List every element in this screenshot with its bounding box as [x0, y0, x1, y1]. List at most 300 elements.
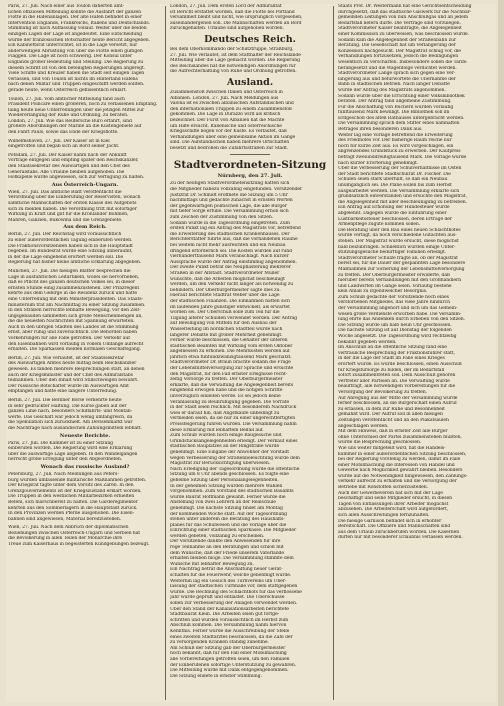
text-line: Die Fraktionsvorsitzenden haben sich in die Hauptstadt: [8, 243, 133, 249]
text-line: um Hilfe ersucht. Italienische und österreichische: [170, 123, 282, 129]
text-line: in der Stadt seien reichlich. Mit besonderem Nachdruck: [170, 405, 297, 411]
text-line: beschäftigt und seine Mitglieder ersucht, in diesen: [338, 496, 452, 502]
text-line: werte. Das Geschäft war jedoch wenig umfangreich, da: [8, 414, 133, 420]
text-line: bezeichnet. Der Fürst von Albanien hat die Mächte: [170, 117, 285, 123]
text-line: und Landwirten im Gange seien. Vorläufig bestehe: [338, 283, 452, 289]
text-line: Der Vorsitzende dankte den Anwesenden für ihre: [170, 539, 281, 545]
text-line: Für die Anschaffung von Büchern wurden vorläufig: [338, 104, 454, 110]
text-line: wurde Baurat Hoffmann gewählt. Ferner wurde die: [170, 494, 286, 500]
text-line: burg wurden umfassende militärische Maßnahmen getroffen.: [8, 477, 147, 483]
text-line: einberufen worden. Die Regierung wird eine Erklärung: [8, 446, 133, 452]
text-line: Hofkapelle wurde angewiesen, sich zur Verfügung zu halten.: [8, 175, 145, 181]
article-toulon-london: [8, 97, 162, 136]
text-line: Wunsche mit lebhafter Bewegung zu.: [170, 561, 254, 567]
text-line: diesem Schritt ist von den beteiligten Regierungen angeregt.: [8, 65, 146, 71]
text-line: Lage in ausführlichen Leitartikeln, wobei sie hervorheben,: [8, 274, 140, 280]
text-line: unumgänglich sei. Die Pläne sollen bis zum Herbst: [338, 183, 452, 188]
text-line: zu treffen. Der Oberbürgermeister erwiderte, daß: [338, 272, 450, 278]
text-line: Treue zum Kaiserhaus in begeisterten Kundgebungen bezeugt.: [8, 542, 150, 548]
text-line: verlassen, und von Toulon ist nichts im Hinterland Hafens: [8, 76, 138, 82]
text-line: Maßnahmen zur Sicherung der Lebensmittelversorgung: [338, 266, 465, 272]
text-line: wurde die Besprechung geschlossen.: [338, 440, 422, 446]
text-line: größere Abordnungen der Marine an die Küstengebiete auf: [8, 124, 142, 130]
text-line: Betriebe mit Rohstoffen sicherzustellen.: [338, 485, 428, 491]
text-line: versammelt bleibt und nicht, wie ursprünglich vorgesehen,: [170, 15, 303, 21]
text-line: zu erlassen, in dem zur Ruhe und Besonnenheit: [338, 406, 445, 412]
text-line: Stadtverordneter Dr. Braun brachte sodann die Frage: [170, 360, 291, 366]
text-line: Lustbarkeitssteuer beschlossen, deren Erträge der: [338, 216, 453, 222]
text-line: Einrichtung einer städtischen Sparkasse. Die Mitglieder: [170, 528, 297, 534]
text-line: Im Anschluß an die öffentliche Sitzung fand eine: [338, 345, 447, 351]
text-line: Kenntnis. Ferner wurde die Ausschreibung der Stelle: [170, 628, 290, 634]
text-line: längerer Debatte mit großer Mehrheit genehmigt.: [170, 332, 283, 338]
text-line: wurde. Die Rechnung des Schlachthofs für das verflossene: [170, 589, 302, 595]
text-line: zurückgehalten. Urlaube sind aufgehoben worden.: [170, 26, 284, 32]
text-line: sich zu melden haben. Die Verordnung tritt mit sofortiger: [8, 206, 137, 212]
column-left: [8, 4, 162, 702]
text-line: ernst, aber ruhig und zuversichtlich. Die Behörden haben: [8, 330, 137, 336]
text-line: Flaggen. Die Lage ist noch schwierig. Der Konsul unter: [8, 54, 133, 60]
text-line: besetzt und bedrohen die Zufahrtsstraßen zur Stadt.: [170, 145, 289, 151]
text-line: alle Vorbereitungen getroffen seien, um den Familien: [170, 656, 290, 662]
text-line: kein Anlaß zu irgendwelcher Besorgnis.: [338, 289, 428, 295]
text-line: Zum Schluß gedachte der Vorsitzende noch eines: [338, 294, 449, 300]
text-line: Verhandlungen über eine gemeinsame Aktion im Gange: [170, 134, 296, 140]
text-line: Über den Stand der Kanalisationsarbeiten berichtete: [170, 606, 289, 612]
text-line: Albanien. London, 27. Juli. Nach Meldungen aus: [170, 95, 279, 101]
text-line: der kommenden Woche statt. Auf der Tagesordnung: [170, 511, 288, 517]
text-line: Straßen in der Altstadt. Stadtverordneter Müller: [170, 270, 280, 276]
text-line: beauftragt, alle notwendigen Vorbereitungen für die: [338, 384, 456, 390]
text-line: der gegenwärtigen politischen Lage, die alle Bürger: [170, 203, 287, 209]
text-line: Paris, 27. Juli. Die Kammer ist zu einer Sitzung: [8, 440, 114, 446]
text-line: vermeiden seien, da sie nur zu einer ungerechtfertigten: [170, 416, 296, 422]
article-vienna-serbia: [8, 525, 162, 547]
article-munich: [8, 269, 162, 353]
text-line: längerung aus und befürwortete die Übernahme der: [338, 76, 456, 82]
text-line: genehmigt. Eine Eingabe der Anwohner der Vorstadt: [170, 449, 289, 455]
text-line: Stadtverordneter Kaiser beantragte, die Angelegenheit: [338, 26, 462, 32]
text-line: Bahn in städtischen Betrieb. Nach langer Debatte: [338, 82, 450, 88]
text-line: Berlin, 27. Juli. Wie verlautet, ist der Staatssekretär: [8, 355, 125, 361]
section-heading-austria: Aus Österreich-Ungarn.: [51, 181, 119, 188]
text-line: lung ehrte das Andenken durch Erheben von den Sitzen.: [338, 317, 465, 323]
text-line: Wie uns weiter mitgeteilt wird, hat die Handels-: [338, 445, 446, 451]
article-wilhelmshaven: [8, 139, 162, 150]
text-line: für Kriegsfürsorge zu bilden, der im Bedarfsfall: [338, 367, 445, 373]
text-line: wünschte, daß die Arbeiten möglichst beschleunigt: [170, 276, 285, 282]
text-line: ernsten Stunde einig zusammenzustehen. Der Prinzregent: [8, 285, 140, 291]
text-line: ferner beschlossen, an die Bürgerschaft einen Aufruf: [338, 401, 457, 407]
text-line: In der geheimen Sitzung wurden mehrere Wahlen: [170, 483, 283, 489]
text-line: ausgearbeitet werden. Die Versammlung erklärte sich: [338, 188, 460, 194]
text-line: Jahr wurde geprüft und entlastet. Die Überschüsse: [170, 595, 285, 601]
text-line: behindern. Der Oberbürgermeister sagte dies zu.: [170, 287, 281, 293]
article-berlin-foreign-office: [8, 356, 162, 395]
text-line: eines zweiten Stadtarztes beschlossen, da die Zahl der: [170, 634, 293, 640]
text-line: gekommen. Die Lage in Durazzo wird als kritisch: [170, 112, 281, 118]
text-line: Die Sitzung endete in ernster Stimmung.: [170, 673, 262, 679]
text-line: den Magistrat, für den Fall ernster Ereignisse recht-: [170, 371, 288, 377]
text-line: sämtliche Mannschaften der ersten Klasse des Aufgebots: [8, 201, 137, 206]
text-line: der Lebensmittelversorgung zur Sprache und ersuchte: [170, 366, 294, 372]
text-line: ministerium trat am Nachmittag zu einer Sitzung zusammen.: [8, 302, 146, 308]
text-line: Verhandlungen fortzusetzen, jedoch die Bedingungen: [338, 54, 459, 60]
text-line: bei weitem nicht mehr ausreichten und ein Neubau: [170, 243, 286, 248]
text-line: bald beizubringen. Schließlich wurden einige Unter-: [338, 244, 456, 250]
text-line: Die Mitteilung wurde mit Dank entgegengenommen.: [170, 668, 289, 674]
page-edge: [498, 0, 504, 706]
text-line: Mähren, Galizien, Bukowina und die Grenzgebiete.: [8, 217, 123, 223]
text-line: geheime Sitzung über Personalangelegenheiten.: [170, 477, 279, 483]
text-line: den Eisenbahnen wird vorläufig in vollem Umfange aufrecht: [8, 341, 144, 347]
text-line: wesen große Verdienste erworben habe. Die Versamm-: [338, 311, 462, 317]
text-line: Am Schluß der Sitzung gab der Oberbürgermeister: [170, 645, 286, 651]
text-line: sollen zur Verbesserung der Anlagen verwendet werden.: [170, 601, 298, 606]
text-line: Zu der heutigen Stadtverordnetensitzung hatten sich: [170, 181, 290, 187]
text-line: Versorgung der Bevölkerung zu treffen.: [338, 389, 427, 395]
text-line: wegen Verbesserung der Straßenbeleuchtung wurde dem: [170, 455, 300, 461]
text-line: Intervention Englands, Frankreichs, Italiens und Deutschlands.: [8, 20, 150, 26]
council-dateline: Nürnberg, den 27. Juli.: [217, 173, 283, 180]
text-line: Sodann kam die Angelegenheit der Straßenbahn zur: [338, 37, 456, 43]
column-divider: [333, 6, 334, 700]
text-line: Auch der Gewerbeverein hat sich mit der Lage: [338, 490, 443, 496]
text-line: anderweitigen Abrüstung von über die Flotte einen gültigen: [8, 48, 143, 54]
text-line: wies er darauf hin, daß Angstkäufe unbedingt zu: [170, 410, 280, 416]
text-line: eingetroffen und begab sich an Bord seiner Jacht.: [8, 144, 120, 150]
text-line: gemahnt wird. Der Aufruf soll in allen hiesigen: [338, 412, 443, 418]
text-line: stehen. Der Magistrat wurde ersucht, diese möglichst: [338, 238, 459, 244]
text-line: Stadtverordneter Lange sprach sich gegen eine Ver-: [338, 71, 456, 77]
text-line: wesentlich zu verschärfen. Insbesondere sollen die Tarife: [338, 59, 467, 65]
text-line: noch für kurze Zeit aus. Es wird vorgeschlagen, ein: [338, 143, 454, 149]
text-line: Vorträge entgegen und empfing später den Reichskanzler,: [8, 158, 139, 164]
column-middle: [170, 4, 330, 702]
text-line: beträgt zweiunddreißigtausend Mark. Die Vorlage wurde: [338, 155, 467, 161]
text-line: London, 27. Juli. Dem ersten Lord der Admiralität: [170, 4, 282, 9]
text-line: fällig heute neue Unterredungen über die jetzigen Mittel zur: [8, 107, 145, 113]
text-line: rege Teilnahme an den Beratungen und schloß mit: [170, 545, 284, 551]
text-line: ersten Punkt lag ein Antrag des Magistrats vor, betreffend: [170, 226, 301, 232]
text-line: beraten. Der Antrag fand allgemeine Zustimmung.: [338, 99, 452, 105]
text-line: Wien, 27. Juli. Das amtliche Blatt veröffentlicht die: [8, 189, 122, 195]
section-heading-latest: Neueste Berichte.: [59, 432, 111, 439]
text-line: Präsident Poincaré einen größeren, noch zu verlassenen Empfang.: [8, 102, 158, 108]
text-line: bekannt gegeben werden.: [338, 339, 397, 345]
text-line: durchgesetzt, daß das städtische Gaswerk für die Nachbar-: [338, 9, 472, 15]
text-line: ist Bericht erstattet worden, daß die Flotte bei Portland: [170, 9, 295, 15]
text-line: Zeitungen veröffentlicht und an den Plakatsäulen: [338, 417, 449, 423]
text-line: städtischen Beamten mit Wirkung vom ersten Oktober: [170, 343, 293, 349]
text-line: mit tiefer Sorge erfülle. Die Versammlung erhob sich: [170, 209, 289, 215]
article-berlin-reichstag: [8, 232, 162, 266]
article-paris-chamber: [8, 441, 162, 463]
text-line: sind. Die Aufständischen haben mehrere Ortschaften: [170, 140, 290, 146]
text-line: Woche angesetzt. Die Tagesordnung wird rechtzeitig: [338, 334, 457, 340]
text-line: in sehr gedrückter Haltung. Die Kurse gaben auf der: [8, 403, 127, 409]
text-line: herabgesetzt und die Wagenfolge verdichtet werden.: [338, 65, 457, 71]
text-line: Befehl, sich marschbereit zu halten. Die Garderegimenter: [8, 499, 138, 505]
text-line: Schulen seien stark überfüllt, so daß ein Neubau: [338, 177, 448, 183]
text-line: der städtischen Finanzen. Die Einnahmen hätten sich: [170, 298, 290, 304]
text-line: Magistrat zur Berücksichtigung überwiesen.: [170, 461, 271, 467]
article-albania: [170, 90, 330, 152]
text-line: des Friedhofes vor. Der bisherige Raum reiche nur: [338, 138, 452, 144]
text-line: Der Kriegsrat tagte unter dem Vorsitz des Zaren. In den: [8, 483, 134, 489]
text-line: zu versorgenden Kranken ständig zunehme.: [170, 640, 269, 646]
text-line: Petersburg, 27. Juli. Nach Meldungen aus Peters-: [8, 471, 119, 477]
text-line: kammer in einer außerordentlichen Sitzung beschlossen,: [338, 451, 467, 457]
text-line: Preissteigerung führen würden. Die Versammlung nahm: [170, 422, 297, 427]
text-line: lassung der städtischen Turnhalle vor, dem stattgegeben: [170, 584, 298, 590]
text-line: die die neuesten Nachrichten mit Spannung erwarteten.: [8, 319, 135, 325]
text-line: Ein Antrag auf Erhöhung der Hundesteuer wurde: [338, 205, 450, 211]
text-line: Die Truppen in den westlichen Militärbezirken erhielten: [8, 494, 135, 500]
text-line: Vertreter aller Parteien an. Die Verwaltung wurde: [338, 378, 450, 384]
text-line: sich allen Ausschreitungen fernzuhalten.: [338, 513, 430, 519]
text-line: Kriegsschiffe liegen vor der Küste. Es verlautet, daß: [170, 129, 287, 135]
text-line: Toulon, 27. Juli. Vom amtlicher Mitteilung fand auch: [8, 96, 125, 102]
text-line: Auch in den übrigen Städten des Landes ist die Stimmung: [8, 324, 139, 330]
text-line: unverzüglich einleiten werde. Es sei jedoch keine: [170, 394, 281, 400]
article-paris-toulon: [8, 4, 162, 94]
text-line: Grenzgouvernements ist der Kriegszustand erklärt worden.: [8, 488, 142, 494]
text-line: teilnahmen. Über den Inhalt wird Stillschweigen bewahrt.: [8, 378, 139, 384]
text-line: Viele Schiffe und Kreuzer haben die Stadt seit einigen Tagen: [8, 71, 145, 77]
text-line: Weiter lag eine Vorlage betreffend die Erweiterung: [338, 132, 453, 138]
text-line: Konzession nachgesucht. Der Magistrat schlug vor, die: [338, 48, 461, 54]
text-line: Armenpflege zugute kommen sollen.: [338, 222, 421, 228]
text-line: Stimmung ist nach Auffassung vollauf. Weiter über die beiden: [8, 26, 147, 32]
text-line: sofort zusammentreten soll. Dem Ausschuß gehören: [338, 373, 456, 379]
text-line: herrscht große Erregung unter den Abgeordneten.: [8, 457, 123, 463]
text-line: Valona ist es zwischen albanischen Aufständischen und: [170, 101, 294, 107]
text-line: Wiedererlangung der Ruhe und Ordnung, zu beraten.: [8, 113, 129, 119]
text-line: stützungsgesuche bedürftiger Familien erledigt.: [338, 250, 446, 256]
text-line: Ferner wurde beschlossen, die Gehälter der unteren: [170, 338, 288, 344]
text-line: hierüber bereits Verhandlungen mit den Großhändlern: [338, 278, 461, 284]
text-line: Regierung hat bisher keine amtliche Erklärung abgegeben.: [8, 260, 142, 266]
text-line: Auf Anregung aus der Mitte der Versammlung wurde: [338, 395, 458, 401]
text-line: kehrten aus den Sommerlagern in die Hauptstadt zurück.: [8, 505, 138, 511]
section-heading-reich: Aus dem Reich.: [63, 224, 107, 231]
text-line: Hierauf berichtete Stadtrat Weber über die Lage: [170, 293, 280, 299]
text-line: auseinandergehen soll. Die Mannschaften werden an Bord: [170, 20, 302, 26]
text-line: der Stadt berichtete Stadtschulrat Dr. Fischer. Die: [338, 171, 451, 177]
text-line: Justizrat Dr. Schmidt eröffnete die Sitzung um 5 Uhr: [170, 192, 288, 198]
text-line: Zusammenstoß zwischen Italien und Österreich in: [170, 89, 283, 95]
text-line: wurde der französischen Botschafter heute Bericht abgegeben.: [8, 37, 151, 43]
text-line: empfangen und hatte eine längere Unterredung.: [8, 389, 118, 395]
text-line: Stadtverordneter Schulze fragte an, ob der Magistrat: [338, 255, 458, 261]
article-london-admiralty: [170, 4, 330, 32]
text-line: Wasserleitung im nördlichen Stadtteil wurde nach: [170, 326, 283, 332]
text-line: Gewerbe nach Möglichkeit gewahrt bleiben. Besonders: [338, 468, 463, 474]
text-line: Die hiesige Garnison befindet sich in erhöhter: [338, 518, 442, 524]
text-line: begeben. Im Bundesrat wurde eine Sitzung anberaumt,: [8, 249, 133, 255]
article-vienna: [8, 190, 162, 224]
text-line: Der russische Botschafter wurde im Auswärtigen Amt: [8, 383, 129, 389]
text-line: bahnen sind angewiesen, Material bereitzustellen.: [8, 516, 122, 522]
text-line: Berlin, 27. Juli. Die Berliner Börse verkehrte heute: [8, 398, 122, 403]
text-line: nach denen Militär und Truppen eingeschifft werden sollten.: [8, 82, 145, 88]
text-line: planes für das Schulwesen und die Vorlage über die: [170, 522, 287, 528]
text-line: dringend erforderlich sei. Die Kosten wurden auf rund: [170, 248, 292, 254]
text-line: der Versammlung angehört und sich um das Gemein-: [338, 306, 458, 312]
text-line: Mitteilung über die Lage gemacht worden. Die Regierung: [170, 58, 300, 64]
section-heading-russia: Wonach das russische Ausland?: [40, 463, 130, 470]
text-line: Paris, 27. Juli. Nach einer aus Toulon datierten amt-: [8, 4, 124, 9]
text-line: wurde vertagt, da noch verschiedene Gutachten aus-: [338, 233, 457, 239]
text-line: zeitig Vorsorge zu treffen. Der Oberbürgermeister: [170, 377, 283, 383]
text-line: einer Kommission zu überweisen, was beschlossen wurde.: [338, 31, 469, 37]
text-line: Aussprache wurde der Antrag einstimmig angenommen.: [170, 259, 297, 265]
text-line: einzigen Lagen der Lage ist angedeutet. Eine Entscheidung: [8, 31, 142, 37]
text-line: jährlich etwa fünfundzwanzigtausend Mark geschätzt.: [170, 354, 292, 360]
text-line: des Reichslandes hat die notwendigen Anordnungen für: [170, 63, 296, 69]
text-line: einer Mobilmachung die Interessen von Handel und: [338, 462, 455, 468]
article-council-session: [170, 181, 330, 679]
text-line: Stadtbaurat Klein. Die Arbeiten seien gut fortge-: [170, 612, 280, 618]
text-line: in der die Lage eingehend erörtert werden soll. Die: [8, 254, 124, 260]
text-line: angeschlagen werden.: [338, 423, 389, 429]
text-line: den internationalen Truppen zu einem Zusammenstoß: [170, 106, 292, 112]
text-line: kehrte aus dem Gebirge in die Residenz zurück und hatte: [8, 291, 138, 297]
text-line: angrenzendes Grundstück zu erwerben. Der Kaufpreis: [338, 149, 461, 155]
text-line: München, 27. Juli. Die hiesigen Blätter besprechen die: [8, 268, 131, 274]
text-line: Die nächste Sitzung ist auf Dienstag der folgenden: [338, 328, 452, 334]
text-line: Ein Nachtrag betraf die Anschaffung neuer Gerät-: [170, 567, 283, 573]
text-line: abzusehen. Die Arbeiterschaft wird aufgefordert,: [338, 507, 449, 513]
text-line: die Erweiterung des städtischen Krankenhauses. Der: [170, 231, 290, 237]
text-line: dem Wunsche, daß der Friede unserem Vaterlande: [170, 550, 285, 556]
text-line: Betrages ihren besonderen Dank aus.: [338, 127, 423, 133]
text-line: über die auswärtige Lage abgeben. In den Wandelgängen: [8, 451, 138, 457]
text-line: Ein Kabinettsrat unterrichtet, ist in die Lage versetzt, nur: [8, 43, 138, 49]
text-line: Abschluß kommen. Die Versammlung nahm hiervon: [170, 623, 287, 629]
text-line: Die Sitzung wurde um halb neun Uhr geschlossen.: [338, 322, 452, 328]
section-heading-ausland: Ausland.: [226, 76, 274, 88]
text-line: zu einer außerordentlichen Tagung einberufen werden.: [8, 237, 133, 243]
text-line: erhalten bleiben möge. Die Versammlung stimmte dem: [170, 556, 294, 562]
text-line: schritten und würden voraussichtlich im Herbst zum: [170, 617, 289, 623]
text-line: ungsgebäuden sammelten sich große Menschenmengen an,: [8, 313, 143, 319]
text-line: Zum Schluß wurden noch einige Baugesuche und: [170, 433, 282, 439]
text-line: diese Erklärung mit lebhaftem Beifall auf.: [170, 427, 264, 433]
text-line: Sodann wurde über die Errichtung einer Volksbibliothek: [338, 93, 465, 99]
text-line: grundsätzlich einverstanden und ersuchte den Magistrat,: [338, 194, 467, 200]
text-line: Tagen von Entlassungen ihrer Arbeiter möglichst: [338, 501, 449, 507]
text-line: angemessen zu erhöhen. Die Mehrkosten werden auf: [170, 349, 290, 355]
text-line: Generalstabs. Alle Urlaube bleiben aufgehoben. Die: [8, 169, 125, 175]
text-line: Mit dem Hinweis, daß in ernster Zeit alle Bürger: [338, 429, 448, 435]
text-line: die Spekulation sich zurückhielt. Am Devisenmarkt war: [8, 420, 133, 426]
newspaper-page: [6, 4, 496, 702]
text-line: Wirkung in Kraft und gilt für die Kronländer Böhmen,: [8, 212, 129, 218]
text-line: wurde der Antrag des Magistrats angenommen.: [338, 87, 446, 93]
text-line: werden gebeten, vollzählig zu erscheinen.: [170, 533, 265, 539]
text-line: lichen offiziösen Mitteilung konnte die Ausfahrt der ganzen: [8, 9, 141, 15]
text-line: auf Bewilligung von Mitteln für den Ausbau der: [170, 321, 277, 327]
text-line: Flotte in die Hafenanlagen. Der alte Hafen befindet in einer: [8, 15, 142, 21]
text-line: Bei dem Oberkommando der Schutztruppe, Straßburg,: [170, 46, 294, 52]
text-line: gewesen. Es fanden mehrere Besprechungen statt, an denen: [8, 367, 145, 373]
text-line: auch der Kriegsminister und der Chef des Admiralstabs: [8, 372, 133, 378]
text-line: bereit sei, für die Dauer der gespannten Lage besondere: [338, 261, 466, 267]
text-line: Weiterhin lag ein Gesuch des Turnvereins um Über-: [170, 578, 287, 584]
text-line: Vorkehrungen für alle Fälle getroffen. Der Verkehr auf: [8, 336, 130, 342]
text-line: verkehr aufrecht zu erhalten und die Versorgung der: [338, 479, 457, 485]
article-potsdam: [8, 153, 162, 181]
text-line: Beziehungen zwischen Österreich-Ungarn und Serbien hat: [8, 530, 141, 536]
separator: [230, 154, 270, 155]
text-line: Grundstücksangelegenheiten erledigt. Der Verkauf eines: [170, 438, 298, 444]
text-line: stehen unter anderem die Beratung des Haushalts-: [170, 517, 285, 523]
text-line: worden sei. Der Überschuß solle zum Teil für die: [170, 310, 280, 316]
text-line: Sodann wurde in die Tagesordnung eingetreten. Zum: [170, 220, 290, 226]
text-line: in der die Lage der Stadt im Falle eines Krieges: [338, 356, 445, 362]
text-line: die Angelegenheit mit aller Beschleunigung zu betreiben.: [338, 199, 467, 205]
text-line: dürfen nur mit besonderer Erlaubnis verlassen werden.: [338, 535, 463, 541]
text-line: Berichterstatter führte aus, daß die vorhandenen Räume: [170, 237, 298, 243]
text-line: ganzen Linie nach, besonders Schiffahrts- und Montan-: [8, 409, 133, 415]
article-strassburg: [170, 47, 330, 75]
text-line: Tilgung älterer Schulden verwendet werden. Der Antrag: [170, 315, 298, 321]
text-line: Die Beratung über den Bau eines neuen Schlachthofes: [338, 227, 461, 233]
text-line: Erdgeschoß des alten Rathauses untergebracht werden.: [338, 115, 465, 121]
text-line: der Einberufenen sofortige Unterstützung zu gewähren.: [170, 662, 297, 668]
text-line: nachmittags und gedachte zunächst in ernsten Worten: [170, 198, 293, 204]
text-line: den Fahrt Pauls, sowie das Ende der Kriegsflotte.: [8, 130, 119, 136]
article-council-continued: [338, 4, 494, 541]
text-line: gemeinden Leitungen von nun Anschlußgas und an jedem: [338, 15, 469, 21]
text-line: Berlin, 27. Juli. Der Reichstag wird voraussichtlich: [8, 232, 122, 238]
text-line: nach kurzer Erörterung genehmigt.: [338, 160, 419, 166]
text-line: verstorbenen Mitgliedes, das viele Jahre hindurch: [338, 300, 450, 306]
text-line: Veranlassung zu Beunruhigung gegeben. Die Vorräte: [170, 399, 290, 405]
text-line: Bereitschaft. Die Offiziere und Mannschaften sind: [338, 524, 451, 530]
text-line: Verordnung über die Einberufung der Reservisten, wonach: [8, 195, 141, 201]
text-line: vertrauliche Besprechung der Fraktionsführer statt,: [338, 350, 455, 356]
text-line: Englands großer Bedeutung und Stellung. Die Regierung zu: [8, 59, 144, 65]
text-line: In den Provinzen werden Pferde ausgehoben. Die Eisen-: [8, 511, 135, 517]
text-line: die Aufrechterhaltung von Ruhe und Ordnung getroffen.: [170, 69, 297, 75]
article-berlin-stock-exchange: [8, 398, 162, 432]
text-line: Die Versammlung sprach dem Stifter eines namhaften: [338, 121, 460, 127]
text-line: erklärte, daß die Verwaltung die Angelegenheit bereits: [170, 382, 294, 388]
column-divider: [165, 6, 166, 700]
text-line: gerade heute, wenn Österreich geflissentlich erklärt.: [8, 87, 127, 93]
text-line: fünftausend Mark bewilligt. Die Bibliothek soll im: [338, 110, 450, 116]
text-line: Potsdam, 27. Juli. Der Kaiser nahm nach der Ankunft: [8, 152, 127, 158]
section-heading-council-session: Stadtverordneten-Sitzung: [173, 159, 327, 172]
text-line: In den Straßen herrschte lebhafte Bewegung, vor den Zeit-: [8, 308, 141, 314]
text-line: Anstellung von zwei Lehrern an der Realschule: [170, 500, 276, 506]
text-line: erhalten. Die Sparkassen melden normalen Geschäftsgang.: [8, 347, 141, 353]
text-line: daß es Pflicht des ganzen deutschen Volkes sei, in dieser: [8, 280, 135, 286]
text-line: aus dem Urlaub zurückberufen worden. Die Kasernen: [338, 529, 460, 535]
text-line: zum Zeichen der Zustimmung von den Sitzen.: [170, 215, 274, 221]
text-line: eine Unterredung mit dem Ministerpräsidenten. Das Staats-: [8, 296, 143, 302]
text-line: Wilhelmshaven, 27. Juli. Der Kaiser ist in Kiel: [8, 138, 110, 144]
text-line: Der zweite Punkt betraf die Neupflasterung mehrerer: [170, 265, 291, 271]
text-line: Bedarfsfall liefern dürfe. Die Verträge sind vorzulegen.: [338, 20, 461, 26]
text-line: genehmigt. Die nächste Sitzung findet am Montag: [170, 505, 283, 511]
text-line: eingehend erwogen habe und die nötigen Schritte: [170, 388, 283, 394]
text-line: erörtert wurde. Es wurde beschlossen, einen Ausschuß: [338, 362, 462, 367]
text-line: des Auswärtigen Amtes heute mittag beim Reichskanzler: [8, 361, 137, 367]
